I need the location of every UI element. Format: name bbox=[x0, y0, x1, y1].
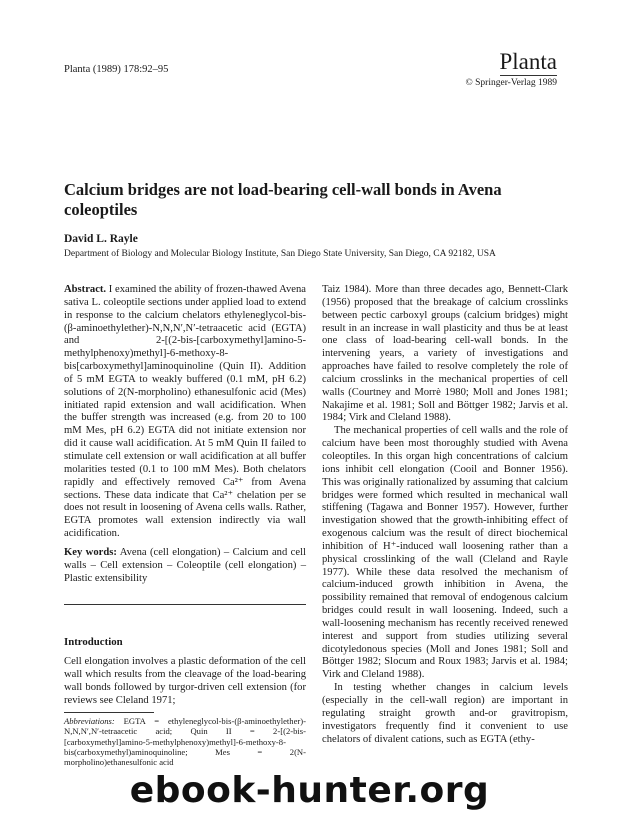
journal-citation: Planta (1989) 178:92–95 bbox=[64, 64, 169, 75]
footnote-text: EGTA = ethyleneglycol-bis-(β-aminoethylether)-N,N,N′,N′-tetraacetic acid; Quin II = 2-[(2-bis-[carboxymethyl]amino-5-methylphenoxy)methyl]-6-methoxy-8-bis(carboxymethyl)aminoquinoline; Mes = 2(N-morpholino)ethanesulfonic acid bbox=[64, 716, 306, 768]
watermark: ebook-hunter.org bbox=[129, 770, 490, 811]
keywords bbox=[64, 547, 306, 586]
footnote-label: Abbreviations: bbox=[64, 716, 115, 726]
introduction-text: Cell elongation involves a plastic deformation of the cell wall which results from the cleavage of the load-bearing wall bonds followed by turgor-driven cell extension (for reviews see Cleland 1971; bbox=[64, 656, 306, 706]
body-column-right bbox=[322, 284, 568, 746]
article-title: Calcium bridges are not load-bearing cell-wall bonds in Avena coleoptiles bbox=[64, 180, 502, 219]
paragraph-3: In testing whether changes in calcium levels (especially in the cell-wall region) are important in regulating straight growth and-or gravitropism, investigators frequently find it convenient to use chelators of divalent cations, such as EGTA (ethy- bbox=[322, 682, 568, 745]
publisher-line: © Springer-Verlag 1989 bbox=[465, 78, 557, 88]
paragraph-1: Taiz 1984). More than three decades ago, Bennett-Clark (1956) proposed that the breakage of calcium crosslinks between pectic carboxyl groups (calcium bridges) might result in an increase in wall plasticity and thus be at least one class of load-bearing cell-wall bonds. In the intervening years, a variety of investigations and approaches have failed to resolve completely the role of calcium crosslinks in the mechanical properties of cell walls (Courtney and Morrè 1980; Moll and Jones 1981; Nakajime et al. 1981; Soll and Böttger 1982; Jarvis et al. 1984; Virk and Cleland 1988). bbox=[322, 284, 568, 424]
journal-name: Planta bbox=[499, 49, 557, 74]
journal-masthead bbox=[466, 50, 557, 88]
paragraph-2: The mechanical properties of cell walls and the role of calcium have been most thoroughly studied with Avena coleoptiles. In this organ high concentrations of calcium ions inhibit cell elongation (Cooil and Bonner 1956). This was originally rationalized by assuming that calcium bridges were formed which resulted in mechanical wall stiffening (Tagawa and Bonner 1957). However, further investigation showed that the growth-inhibiting effect of exogenous calcium was the result of direct biochemical inhibition of H⁺-induced wall loosening rather than a physical crosslinking of the wall (Cleland and Rayle 1977). While these data resolved the mechanism of calcium-induced growth inhibition in Avena, the possibility remained that removal of endogenous calcium bridges could result in wall loosening. Indeed, such a wall-loosening mechanism has recently received renewed interest and support from studies utilizing several dicotyledonous species (Moll and Jones 1981; Soll and Böttger 1982; Slocum and Roux 1983; Jarvis et al. 1984; Virk and Cleland 1988). bbox=[322, 425, 568, 681]
abstract bbox=[64, 284, 306, 541]
section-divider bbox=[64, 604, 306, 605]
author-name: David L. Rayle bbox=[64, 233, 138, 245]
abstract-column bbox=[64, 284, 306, 585]
introduction-heading: Introduction bbox=[64, 636, 123, 648]
keywords-text: Avena (cell elongation) – Calcium and cell walls – Cell extension – Coleoptile (cell elongation) – Plastic extensibility bbox=[64, 546, 306, 584]
abstract-text: I examined the ability of frozen-thawed Avena sativa L. coleoptile sections under applied load to extend in response to the calcium chelators ethyleneglycol-bis-(β-aminoethylether)-N,N,N′,N′-tetraacetic acid (EGTA) and 2-[(2-bis-[carboxymethyl]amino-5-methylphenoxy)methyl]-6-methoxy-8-bis[carboxymethyl]aminoquinoline (Quin II). Addition of 5 mM EGTA to weakly buffered (0.1 mM, pH 6.2) solutions of 2(N-morpholino) ethanesulfonic acid (Mes) initiated rapid extension and wall acidification. When the buffer strength was increased (e.g. from 20 to 100 mM Mes, pH 6.2) EGTA did not initiate extension nor did it cause wall acidification. At 5 mM Quin II failed to stimulate cell extension or wall acidification at all buffer molarities tested (0.1 to 100 mM Mes). Both chelators rapidly and effectively removed Ca²⁺ from Avena sections. These data indicate that Ca²⁺ chelation per se does not result in loosening of Avena cells walls. Rather, EGTA promotes wall extension indirectly via wall acidification. bbox=[64, 284, 306, 540]
abbreviations-footnote bbox=[64, 716, 306, 767]
footnote-rule bbox=[64, 712, 154, 713]
author-affiliation: Department of Biology and Molecular Biology Institute, San Diego State University, San Diego, CA 92182, USA bbox=[64, 249, 496, 259]
abstract-label: Abstract. bbox=[64, 284, 107, 295]
keywords-label: Key words: bbox=[64, 546, 117, 558]
